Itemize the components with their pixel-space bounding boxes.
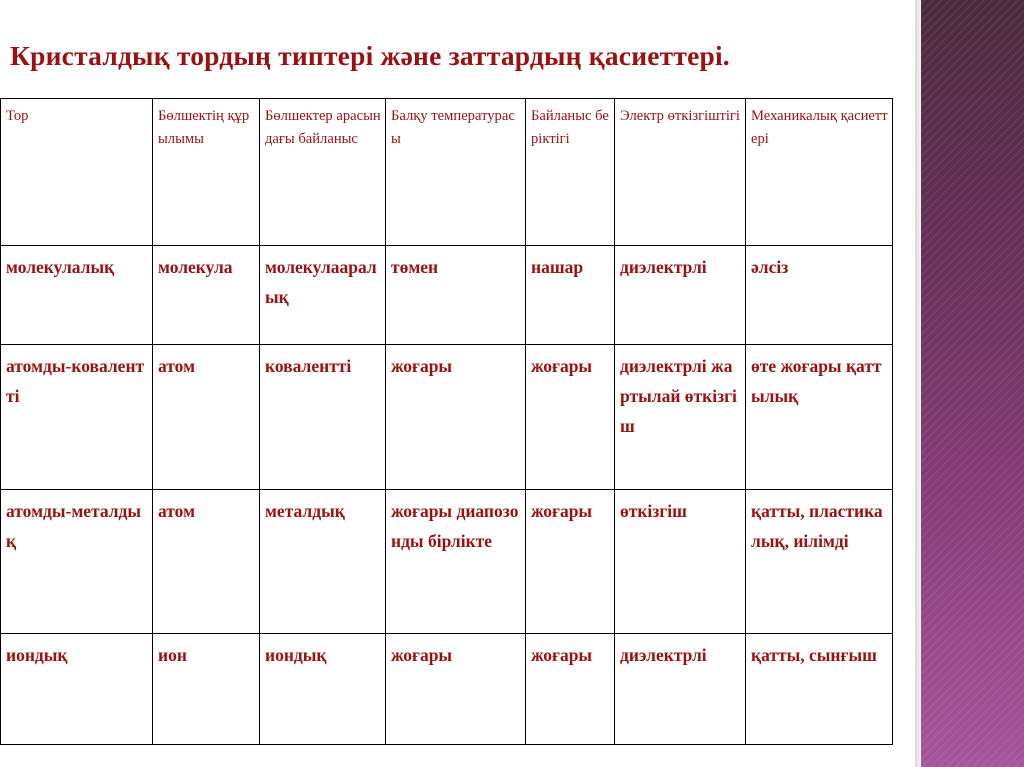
header-cell: Байланыс беріктігі bbox=[526, 99, 615, 246]
header-cell: Балқу температурасы bbox=[386, 99, 526, 246]
table-cell: ковалентті bbox=[260, 345, 386, 490]
table-row bbox=[1, 345, 893, 490]
table-cell: иондық bbox=[1, 634, 153, 745]
table-cell: жоғары диапозонды бірлікте bbox=[386, 490, 526, 634]
table-cell: ион bbox=[153, 634, 260, 745]
table-cell: молекулалық bbox=[1, 246, 153, 345]
table-cell: қатты, сынғыш bbox=[746, 634, 893, 745]
crystal-lattice-table bbox=[0, 98, 893, 745]
table-cell: атомды-ковалентті bbox=[1, 345, 153, 490]
table-cell: диэлектрлі жартылай өткізгіш bbox=[615, 345, 746, 490]
table-cell: жоғары bbox=[526, 634, 615, 745]
table-cell: қатты, пластикалық, иілімді bbox=[746, 490, 893, 634]
table-cell: әлсіз bbox=[746, 246, 893, 345]
side-band-edge bbox=[915, 0, 921, 767]
table-cell: өте жоғары қаттылық bbox=[746, 345, 893, 490]
table-cell: диэлектрлі bbox=[615, 634, 746, 745]
table-header-row bbox=[1, 99, 893, 246]
header-cell: Бөлшектер арасындағы байланыс bbox=[260, 99, 386, 246]
table-cell: атом bbox=[153, 345, 260, 490]
table-cell: атомды-металдық bbox=[1, 490, 153, 634]
table-cell: молекула bbox=[153, 246, 260, 345]
table-row bbox=[1, 634, 893, 745]
table-cell: иондық bbox=[260, 634, 386, 745]
table-cell: жоғары bbox=[386, 634, 526, 745]
slide-title: Кристалдық тордың типтері және заттардың қасиеттері. bbox=[10, 40, 730, 71]
header-cell: Тор bbox=[1, 99, 153, 246]
decorative-side-band bbox=[915, 0, 1024, 767]
properties-table-wrapper bbox=[0, 98, 893, 745]
table-cell: атом bbox=[153, 490, 260, 634]
table-row bbox=[1, 246, 893, 345]
table-cell: диэлектрлі bbox=[615, 246, 746, 345]
table-cell: нашар bbox=[526, 246, 615, 345]
header-cell: Электр өткізгіштігі bbox=[615, 99, 746, 246]
table-cell: жоғары bbox=[526, 490, 615, 634]
table-row bbox=[1, 490, 893, 634]
header-cell: Бөлшектің құрылымы bbox=[153, 99, 260, 246]
table-cell: жоғары bbox=[386, 345, 526, 490]
table-cell: төмен bbox=[386, 246, 526, 345]
table-cell: металдық bbox=[260, 490, 386, 634]
header-cell: Механикалық қасиеттері bbox=[746, 99, 893, 246]
table-cell: өткізгіш bbox=[615, 490, 746, 634]
table-cell: жоғары bbox=[526, 345, 615, 490]
table-cell: молекулааралық bbox=[260, 246, 386, 345]
